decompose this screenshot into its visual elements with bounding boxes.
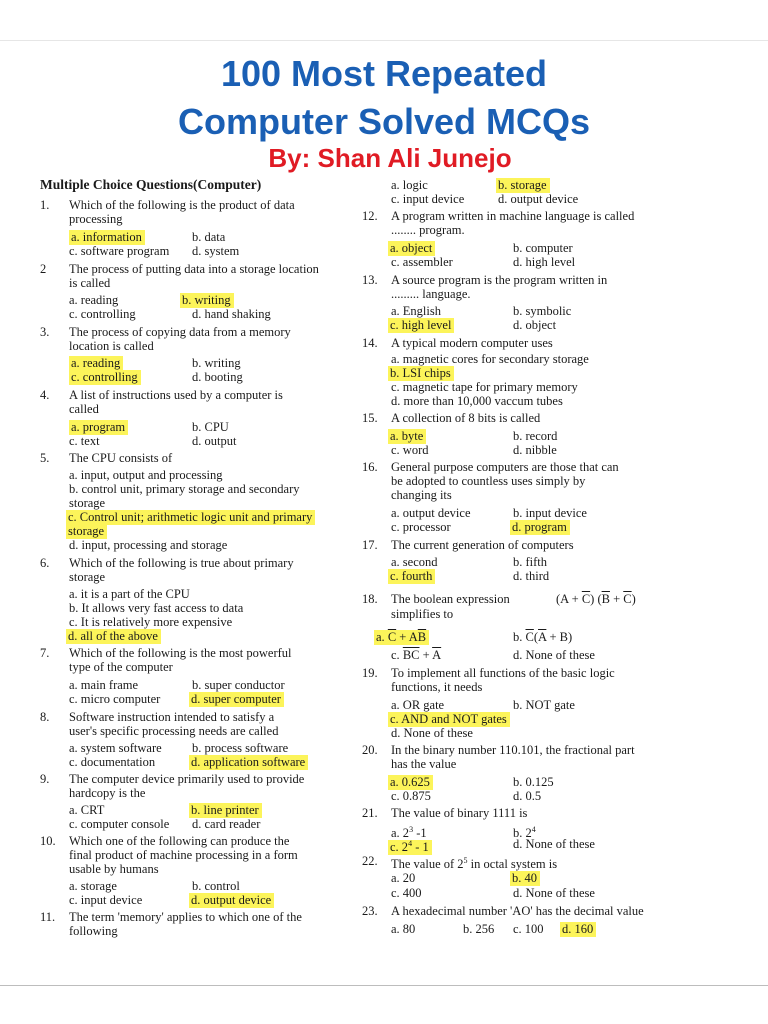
question-number: 8.	[40, 710, 50, 724]
question-text: A typical modern computer uses	[391, 336, 553, 350]
option-d: d. input, processing and storage	[69, 538, 228, 552]
option-c: c. 400	[391, 886, 422, 900]
option-d-answer: d. application software	[189, 755, 308, 770]
option-b: b. data	[192, 230, 226, 244]
question-text: A hexadecimal number 'AO' has the decimal value	[391, 904, 644, 918]
question-text: A source program is the program written in	[391, 273, 608, 287]
option-a-answer: a. information	[69, 230, 145, 245]
option-d: d. booting	[192, 370, 243, 384]
option-d-answer: d. program	[510, 520, 570, 535]
question-text: final product of machine processing in a form	[69, 848, 298, 862]
option-d: d. high level	[513, 255, 576, 269]
option-d: d. hand shaking	[192, 307, 271, 321]
option-c: c. magnetic tape for primary memory	[391, 380, 578, 394]
question-text: ........ program.	[391, 223, 465, 237]
option-b: b. writing	[192, 356, 241, 370]
option-a: a. magnetic cores for secondary storage	[391, 352, 589, 366]
option-a: a. it is a part of the CPU	[69, 587, 190, 601]
option-d: d. 0.5	[513, 789, 542, 803]
boolean-expression: $(A + \overline{C})$ $(\overline{B} + \overline{C})$	[556, 592, 636, 606]
option-c: c. assembler	[391, 255, 453, 269]
question-number: 19.	[362, 666, 378, 680]
question-text: The CPU consists of	[69, 451, 173, 465]
option-b: b. process software	[192, 741, 289, 755]
question-text: The process of copying data from a memory	[69, 325, 291, 339]
option-c: c. $\overline{BC} + \overline{A}$	[391, 648, 442, 662]
option-b: b. It allows very fast access to data	[69, 601, 244, 615]
option-b: b. control	[192, 879, 240, 893]
option-b: b. $\overline{C}(\overline{A} + B)$	[513, 630, 573, 644]
question-text: hardcopy is the	[69, 786, 146, 800]
option-b: b. control unit, primary storage and secondary	[69, 482, 300, 496]
question-text: functions, it needs	[391, 680, 483, 694]
option-b: b. input device	[513, 506, 587, 520]
option-b: b. 0.125	[513, 775, 554, 789]
option-c: c. micro computer	[69, 692, 161, 706]
question-text: be adopted to countless uses simply by	[391, 474, 586, 488]
option-a: a. CRT	[69, 803, 105, 817]
question-text: The computer device primarily used to provide	[69, 772, 305, 786]
author-byline: By: Shan Ali Junejo	[268, 143, 512, 173]
question-text: usable by humans	[69, 862, 159, 876]
question-number: 1.	[40, 198, 50, 212]
option-a-answer: a. 0.625	[388, 775, 433, 790]
option-a: a. system software	[69, 741, 162, 755]
question-text: The process of putting data into a storage location	[69, 262, 319, 276]
option-a: a. storage	[69, 879, 117, 893]
option-b-answer: b. storage	[496, 178, 550, 193]
option-d: d. nibble	[513, 443, 557, 457]
question-text: called	[69, 402, 99, 416]
question-number: 7.	[40, 646, 50, 660]
option-c: c. 100	[513, 922, 544, 936]
option-b: b. symbolic	[513, 304, 572, 318]
question-text: The value of binary 1111 is	[391, 806, 528, 820]
option-c-answer: c. fourth	[388, 569, 435, 584]
question-number: 4.	[40, 388, 50, 402]
option-c-answer: c. $2^4 - 1$	[388, 837, 432, 854]
option-b-answer: b. line printer	[189, 803, 262, 818]
page-title-line2: Computer Solved MCQs	[177, 101, 591, 142]
option-c: c. word	[391, 443, 429, 457]
question-text: The current generation of computers	[391, 538, 574, 552]
option-a-answer: a. program	[69, 420, 128, 435]
option-c: c. documentation	[69, 755, 156, 769]
option-d: d. object	[513, 318, 557, 332]
question-number: 18.	[362, 592, 378, 606]
question-text: Software instruction intended to satisfy a	[69, 710, 275, 724]
option-c: c. input device	[391, 192, 465, 206]
option-b: b. 256	[463, 922, 495, 936]
question-text: processing	[69, 212, 123, 226]
option-c: c. computer console	[69, 817, 170, 831]
question-text: Which of the following is the most powerful	[69, 646, 292, 660]
option-d: d. system	[192, 244, 240, 258]
option-b-cont: storage	[69, 496, 106, 510]
option-a: a. OR gate	[391, 698, 445, 712]
option-b-answer: b. LSI chips	[388, 366, 454, 381]
question-text: user's specific processing needs are called	[69, 724, 279, 738]
option-d: d. None of these	[391, 726, 473, 740]
question-number: 13.	[362, 273, 378, 287]
option-b-answer: b. 40	[510, 871, 540, 886]
option-b: b. fifth	[513, 555, 548, 569]
question-text: A list of instructions used by a computer is	[69, 388, 283, 402]
option-a: a. reading	[69, 293, 119, 307]
question-number: 3.	[40, 325, 50, 339]
question-number: 12.	[362, 209, 378, 223]
question-number: 15.	[362, 411, 378, 425]
option-a: a. output device	[391, 506, 471, 520]
option-d-answer: d. 160	[560, 922, 596, 937]
option-d: d. None of these	[513, 837, 595, 851]
question-number: 20.	[362, 743, 378, 757]
question-number: 17.	[362, 538, 378, 552]
question-number: 11.	[40, 910, 56, 924]
question-number: 22.	[362, 854, 378, 868]
question-text: Which one of the following can produce the	[69, 834, 290, 848]
option-d-answer: d. output device	[189, 893, 274, 908]
bottom-divider	[0, 985, 768, 986]
question-number: 6.	[40, 556, 50, 570]
section-heading: Multiple Choice Questions(Computer)	[40, 177, 262, 192]
page-title-line1: 100 Most Repeated	[220, 53, 548, 94]
question-text: Which of the following is the product of data	[69, 198, 295, 212]
option-a-answer: a. byte	[388, 429, 426, 444]
option-c: c. controlling	[69, 370, 141, 385]
option-a: a. $2^3$ -1	[391, 825, 427, 841]
question-text: simplifies to	[391, 607, 454, 621]
option-a: a. 80	[391, 922, 416, 936]
question-number: 10.	[40, 834, 56, 848]
option-b: b. CPU	[192, 420, 229, 434]
option-a: a. input, output and processing	[69, 468, 223, 482]
question-text: following	[69, 924, 118, 938]
question-text: To implement all functions of the basic logic	[391, 666, 615, 680]
option-d-answer: d. super computer	[189, 692, 284, 707]
option-d-answer: d. all of the above	[66, 629, 161, 644]
option-a: a. English	[391, 304, 441, 318]
question-number: 14.	[362, 336, 378, 350]
option-b: b. computer	[513, 241, 573, 255]
option-b: b. $2^4$	[513, 825, 536, 841]
option-a-answer: a. object	[388, 241, 435, 256]
question-text: The boolean expression	[391, 592, 510, 606]
option-a: a. 20	[391, 871, 416, 885]
option-a-answer: a. reading	[69, 356, 123, 371]
option-c: c. software program	[69, 244, 170, 258]
option-c: c. text	[69, 434, 100, 448]
question-number: 5.	[40, 451, 50, 465]
question-text: A collection of 8 bits is called	[391, 411, 541, 425]
option-a: a. main frame	[69, 678, 139, 692]
option-b: b. super conductor	[192, 678, 285, 692]
option-c-answer: c. high level	[388, 318, 454, 333]
option-a: a. logic	[391, 178, 428, 192]
question-text: has the value	[391, 757, 457, 771]
option-b: b. record	[513, 429, 558, 443]
question-text: location is called	[69, 339, 154, 353]
question-text: type of the computer	[69, 660, 173, 674]
option-b: b. NOT gate	[513, 698, 575, 712]
option-a: a. second	[391, 555, 438, 569]
question-number: 2	[40, 262, 47, 276]
question-number: 21.	[362, 806, 378, 820]
question-text: A program written in machine language is called	[391, 209, 635, 223]
option-b-answer: b. writing	[180, 293, 234, 308]
question-text: changing its	[391, 488, 452, 502]
option-d: d. output	[192, 434, 237, 448]
option-d: d. None of these	[513, 648, 595, 662]
question-number: 23.	[362, 904, 378, 918]
question-text: The term 'memory' applies to which one of the	[69, 910, 302, 924]
option-c: c. input device	[69, 893, 143, 907]
option-c: c. 0.875	[391, 789, 431, 803]
option-a-answer: a. $\overline{C} + A\overline{B}$	[374, 630, 429, 644]
option-c: c. controlling	[69, 307, 136, 321]
question-text: The value of $2^5$ in octal system is	[391, 856, 558, 872]
question-text: General purpose computers are those that can	[391, 460, 619, 474]
question-text: ......... language.	[391, 287, 471, 301]
option-c-answer-cont: storage	[66, 524, 107, 539]
option-c: c. It is relatively more expensive	[69, 615, 233, 629]
question-text: is called	[69, 276, 111, 290]
option-c: c. processor	[391, 520, 451, 534]
option-d: d. output device	[498, 192, 579, 206]
option-d: d. more than 10,000 vaccum tubes	[391, 394, 563, 408]
question-number: 16.	[362, 460, 378, 474]
option-d: d. None of these	[513, 886, 595, 900]
option-c-answer: c. AND and NOT gates	[388, 712, 510, 727]
option-c-answer: c. Control unit; arithmetic logic unit and primary	[66, 510, 315, 525]
question-number: 9.	[40, 772, 50, 786]
option-d: d. card reader	[192, 817, 261, 831]
question-text: In the binary number 110.101, the fractional part	[391, 743, 635, 757]
question-text: Which of the following is true about primary	[69, 556, 294, 570]
question-text: storage	[69, 570, 106, 584]
top-divider	[0, 40, 768, 41]
option-d: d. third	[513, 569, 550, 583]
